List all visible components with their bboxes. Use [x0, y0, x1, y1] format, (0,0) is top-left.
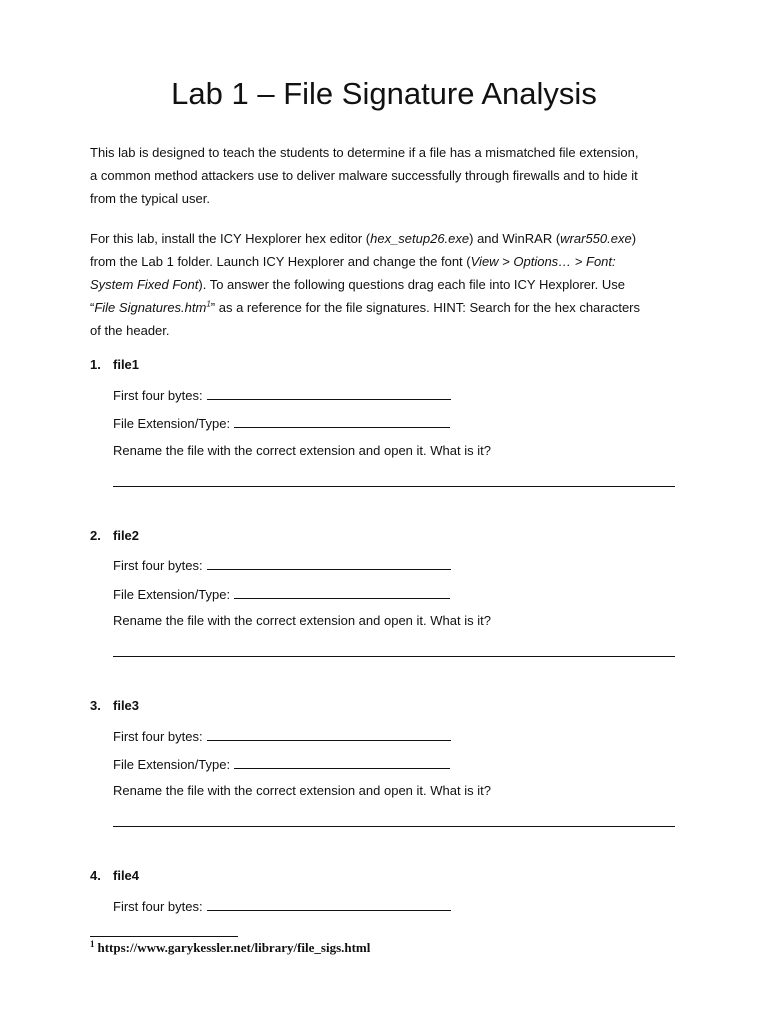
question-item-heading	[90, 357, 139, 372]
file-extension-row	[113, 755, 450, 772]
intro-line: from the typical user.	[90, 191, 210, 206]
intro-paragraph	[90, 141, 690, 210]
question-item-heading	[90, 698, 139, 713]
item-number: 3.	[90, 698, 101, 713]
first-four-bytes-label: First four bytes:	[113, 899, 203, 914]
item-file-name: file2	[113, 528, 140, 543]
first-four-bytes-blank[interactable]	[207, 556, 451, 570]
first-four-bytes-row	[113, 386, 451, 403]
file-extension-row	[113, 585, 450, 602]
file-extension-blank[interactable]	[234, 585, 450, 599]
reference-filename: File Signatures.htm	[94, 300, 207, 315]
footnote	[90, 940, 370, 956]
instructions-line: System Fixed Font). To answer the following questions drag each file into ICY Hexplorer. Use	[90, 277, 625, 292]
first-four-bytes-label: First four bytes:	[113, 388, 203, 403]
instructions-paragraph	[90, 227, 690, 342]
question-item-heading	[90, 528, 139, 543]
item-number: 2.	[90, 528, 101, 543]
item-file-name: file3	[113, 698, 140, 713]
instructions-line: “File Signatures.htm$^1$” as a reference for the file signatures. HINT: Search for the hex characters	[90, 299, 641, 315]
rename-prompt: Rename the file with the correct extension and open it. What is it?	[113, 443, 491, 458]
menu-path: View > Options… > Font:	[470, 254, 616, 269]
question-item-heading	[90, 868, 139, 883]
instructions-line: of the header.	[90, 323, 170, 338]
footnote-reference[interactable]: 1	[206, 299, 211, 309]
first-four-bytes-blank[interactable]	[207, 897, 451, 911]
rename-prompt: Rename the file with the correct extension and open it. What is it?	[113, 783, 491, 798]
footnote-mark: 1	[90, 938, 95, 949]
item-number: 1.	[90, 357, 101, 372]
instructions-line: For this lab, install the ICY Hexplorer hex editor (hex_setup26.exe) and WinRAR (wrar550.exe)	[90, 231, 637, 246]
first-four-bytes-label: First four bytes:	[113, 729, 203, 744]
first-four-bytes-row	[113, 727, 451, 744]
first-four-bytes-row	[113, 556, 451, 573]
file-extension-label: File Extension/Type:	[113, 416, 231, 431]
answer-line[interactable]	[113, 486, 675, 487]
file-extension-label: File Extension/Type:	[113, 587, 231, 602]
first-four-bytes-row	[113, 897, 451, 914]
hex-setup-filename: hex_setup26.exe	[370, 231, 470, 246]
winrar-filename: wrar550.exe	[560, 231, 632, 246]
file-extension-blank[interactable]	[234, 414, 450, 428]
item-file-name: file4	[113, 868, 140, 883]
intro-line: a common method attackers use to deliver malware successfully through firewalls and to hide it	[90, 168, 638, 183]
rename-prompt: Rename the file with the correct extension and open it. What is it?	[113, 613, 491, 628]
footnote-link[interactable]: https://www.garykessler.net/library/file_sigs.html	[97, 940, 371, 955]
answer-line[interactable]	[113, 826, 675, 827]
file-extension-blank[interactable]	[234, 755, 450, 769]
font-name: System Fixed Font	[90, 277, 199, 292]
instructions-line: from the Lab 1 folder. Launch ICY Hexplorer and change the font (View > Options… > Font:	[90, 254, 616, 269]
item-number: 4.	[90, 868, 101, 883]
answer-line[interactable]	[113, 656, 675, 657]
item-file-name: file1	[113, 357, 140, 372]
file-extension-row	[113, 414, 450, 431]
footnote-separator	[90, 936, 238, 937]
file-extension-label: File Extension/Type:	[113, 757, 231, 772]
first-four-bytes-label: First four bytes:	[113, 558, 203, 573]
intro-line: This lab is designed to teach the students to determine if a file has a mismatched file extension,	[90, 145, 639, 160]
first-four-bytes-blank[interactable]	[207, 386, 451, 400]
page-title: Lab 1 – File Signature Analysis	[171, 76, 597, 111]
first-four-bytes-blank[interactable]	[207, 727, 451, 741]
